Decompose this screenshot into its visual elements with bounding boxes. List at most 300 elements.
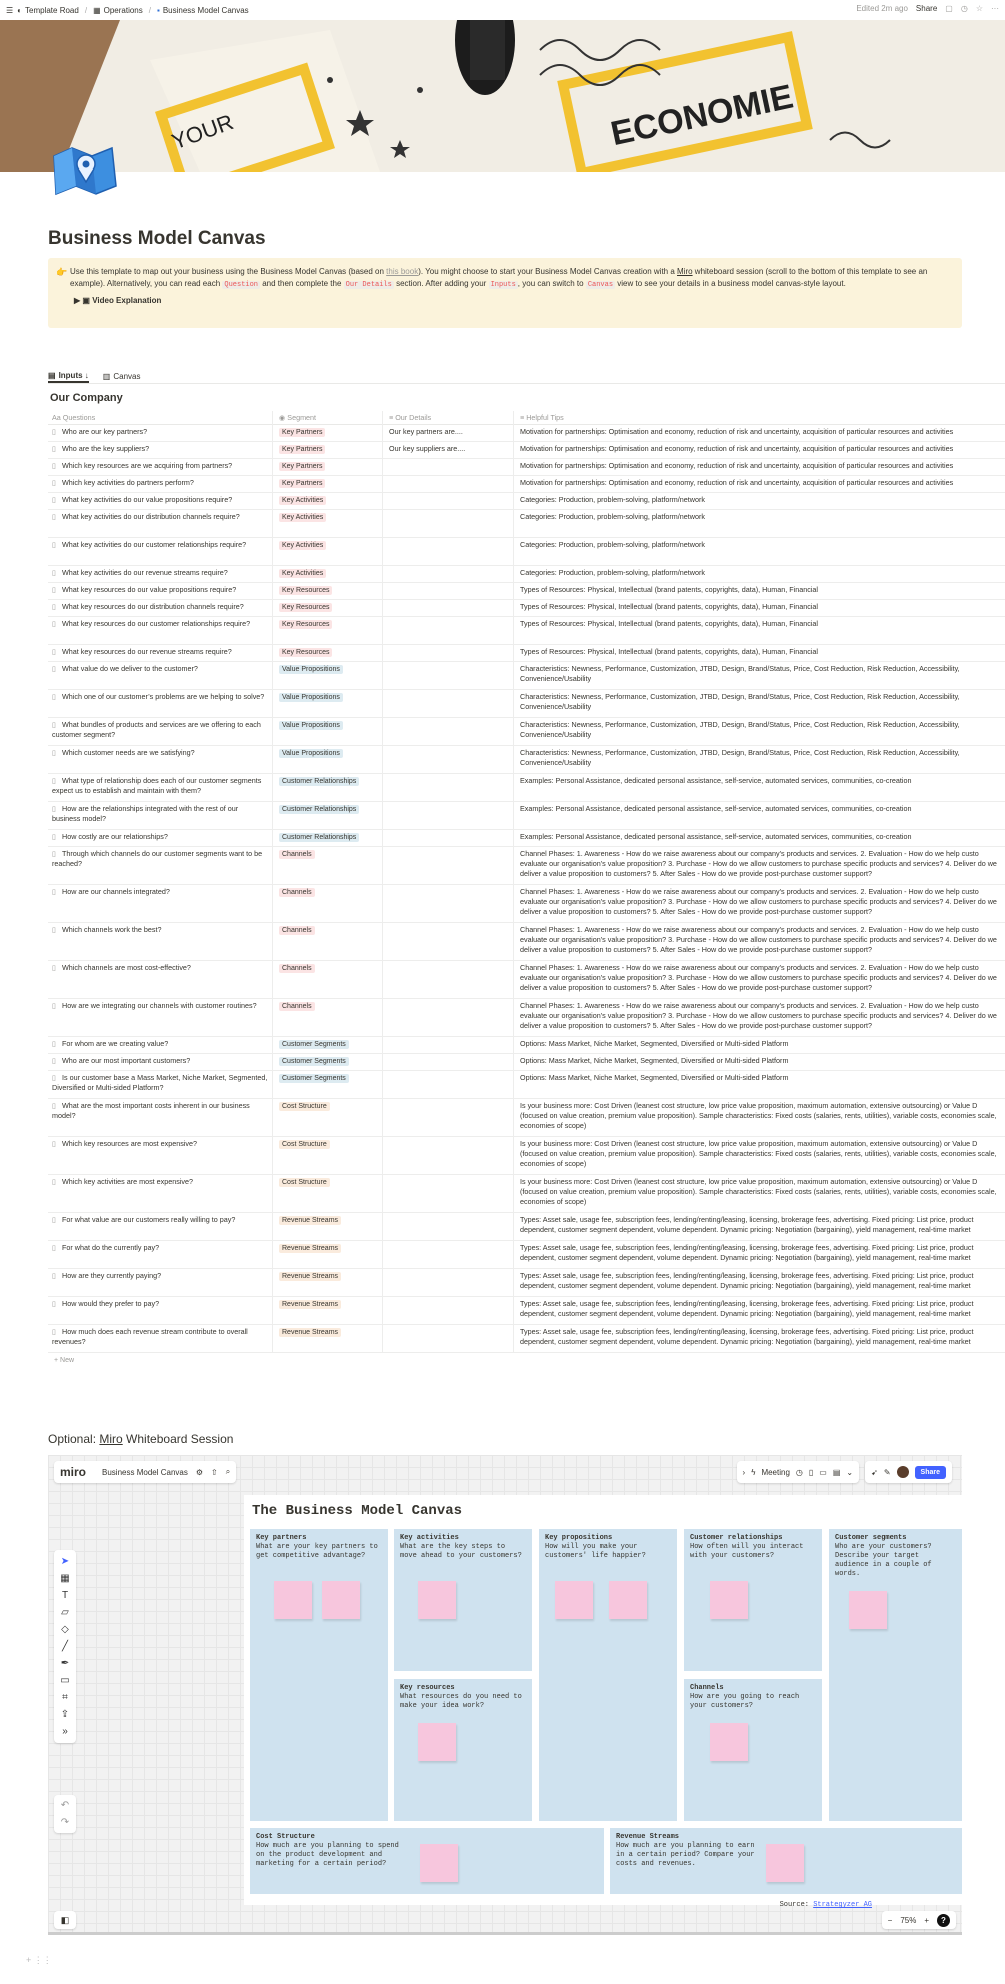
- sticky-note[interactable]: [710, 1581, 748, 1619]
- tips-cell[interactable]: [514, 617, 1005, 644]
- toggle-triangle-icon[interactable]: ▶: [74, 296, 81, 305]
- upload-tool-icon[interactable]: ⇪: [60, 1709, 70, 1720]
- segment-cell[interactable]: [273, 1137, 383, 1174]
- question-cell[interactable]: [48, 830, 273, 846]
- tips-cell[interactable]: [514, 442, 1005, 458]
- details-cell[interactable]: [383, 1269, 514, 1296]
- sticky-note[interactable]: [609, 1581, 647, 1619]
- breadcrumb-label: Business Model Canvas: [162, 5, 249, 15]
- table-row[interactable]: [48, 1213, 1005, 1241]
- callout-text-part: whiteboard session (scroll to the bottom of this template to see an example). Alternatively, you can read each: [70, 267, 928, 288]
- details-cell[interactable]: [383, 923, 514, 960]
- table-row[interactable]: [48, 566, 1005, 583]
- sticky-note[interactable]: [849, 1591, 887, 1629]
- sticky-note[interactable]: [274, 1581, 312, 1619]
- star-icon[interactable]: ☆: [975, 4, 983, 13]
- segment-cell[interactable]: [273, 690, 383, 717]
- text-tool-icon[interactable]: T: [61, 1590, 69, 1601]
- details-cell[interactable]: [383, 1037, 514, 1053]
- tips-text: Channel Phases: 1. Awareness - How do we raise awareness about our company’s products and services. 2. Evaluation - How do we help custo evaluate our organisation’s value proposition? 3. Purchase - How do we allow customers to purchase specific products and services? 4. Deliver do we deliver a value proposition to customers? 5. After Sales - How do we provide post-purchase customer support?: [520, 925, 997, 954]
- segment-cell[interactable]: [273, 802, 383, 829]
- zoom-out-button[interactable]: −: [887, 1915, 893, 1925]
- details-cell[interactable]: [383, 1137, 514, 1174]
- question-cell[interactable]: [48, 847, 273, 884]
- column-header-details[interactable]: [383, 411, 514, 425]
- segment-cell[interactable]: [273, 1241, 383, 1268]
- segment-cell[interactable]: [273, 566, 383, 582]
- question-cell[interactable]: [48, 1241, 273, 1268]
- breadcrumb-item[interactable]: [157, 6, 249, 15]
- table-row[interactable]: [48, 999, 1005, 1037]
- question-cell[interactable]: [48, 1175, 273, 1212]
- segment-cell[interactable]: [273, 617, 383, 644]
- tips-cell[interactable]: [514, 690, 1005, 717]
- question-cell[interactable]: [48, 645, 273, 661]
- table-row[interactable]: [48, 583, 1005, 600]
- table-row[interactable]: [48, 1099, 1005, 1137]
- question-cell[interactable]: [48, 1037, 273, 1053]
- question-text: What key resources do our revenue streams require?: [62, 647, 232, 656]
- details-cell[interactable]: [383, 847, 514, 884]
- tips-cell[interactable]: [514, 425, 1005, 441]
- segment-cell[interactable]: [273, 493, 383, 509]
- question-text: Is our customer base a Mass Market, Niche Market, Segmented, Diversified or Multi-sided Platform?: [52, 1073, 268, 1092]
- tips-cell[interactable]: [514, 566, 1005, 582]
- details-cell[interactable]: [383, 1054, 514, 1070]
- segment-cell[interactable]: [273, 1325, 383, 1352]
- cell-key-resources[interactable]: [394, 1679, 532, 1821]
- question-cell[interactable]: [48, 425, 273, 441]
- tips-cell[interactable]: [514, 1175, 1005, 1212]
- cell-key-partners[interactable]: [250, 1529, 388, 1821]
- miro-embed[interactable]: [48, 1455, 962, 1935]
- details-cell[interactable]: [383, 1213, 514, 1240]
- table-row[interactable]: [48, 425, 1005, 442]
- question-cell[interactable]: [48, 493, 273, 509]
- tips-cell[interactable]: [514, 662, 1005, 689]
- page-title: Business Model Canvas: [48, 228, 266, 249]
- text-icon: Aa: [52, 412, 63, 422]
- book-link[interactable]: this book: [386, 267, 419, 276]
- question-cell[interactable]: [48, 1269, 273, 1296]
- cell-cost-structure[interactable]: [250, 1828, 604, 1894]
- upload-icon[interactable]: ⇧: [211, 1467, 218, 1477]
- board-name[interactable]: Business Model Canvas: [102, 1467, 188, 1477]
- segment-tag: Value Propositions: [279, 749, 343, 758]
- tips-cell[interactable]: [514, 774, 1005, 801]
- menu-icon[interactable]: ☰: [6, 5, 14, 15]
- segment-cell[interactable]: [273, 1297, 383, 1324]
- details-cell[interactable]: [383, 662, 514, 689]
- select-icon: ◉: [279, 412, 288, 422]
- tips-text: Channel Phases: 1. Awareness - How do we raise awareness about our company’s products and services. 2. Evaluation - How do we help custo evaluate our organisation’s value proposition? 3. Purchase - How do we allow customers to purchase specific products and services? 4. Deliver do we deliver a value proposition to customers? 5. After Sales - How do we provide post-purchase customer support?: [520, 849, 997, 878]
- sticky-note[interactable]: [420, 1844, 458, 1882]
- segment-cell[interactable]: [273, 476, 383, 492]
- table-row[interactable]: [48, 493, 1005, 510]
- segment-tag: Key Activities: [279, 496, 326, 505]
- question-cell[interactable]: [48, 459, 273, 475]
- tips-cell[interactable]: [514, 1054, 1005, 1070]
- details-cell[interactable]: [383, 476, 514, 492]
- breadcrumb-item[interactable]: [93, 6, 143, 15]
- details-cell[interactable]: [383, 885, 514, 922]
- table-row[interactable]: [48, 1297, 1005, 1325]
- table-row[interactable]: [48, 645, 1005, 662]
- header-label: Helpful Tips: [526, 412, 564, 422]
- line-icon[interactable]: ╱: [61, 1641, 69, 1652]
- segment-cell[interactable]: [273, 847, 383, 884]
- table-row[interactable]: [48, 830, 1005, 847]
- details-cell[interactable]: [383, 1071, 514, 1098]
- chevron-down-icon[interactable]: ⌄: [846, 1467, 854, 1477]
- segment-tag: Cost Structure: [279, 1102, 330, 1111]
- tips-cell[interactable]: [514, 1037, 1005, 1053]
- top-bar: [0, 0, 1005, 20]
- details-cell[interactable]: [383, 1325, 514, 1352]
- segment-cell[interactable]: [273, 923, 383, 960]
- table-row[interactable]: [48, 847, 1005, 885]
- meeting-button[interactable]: Meeting: [761, 1467, 790, 1477]
- table-row[interactable]: [48, 510, 1005, 538]
- details-cell[interactable]: [383, 645, 514, 661]
- table-row[interactable]: [48, 459, 1005, 476]
- table-row[interactable]: [48, 476, 1005, 493]
- table-row[interactable]: [48, 1054, 1005, 1071]
- details-cell[interactable]: [383, 690, 514, 717]
- segment-tag: Value Propositions: [279, 693, 343, 702]
- question-cell[interactable]: [48, 566, 273, 582]
- table-row[interactable]: [48, 1241, 1005, 1269]
- cell-key-propositions[interactable]: [539, 1529, 677, 1821]
- question-cell[interactable]: [48, 802, 273, 829]
- segment-cell[interactable]: [273, 1269, 383, 1296]
- table-row[interactable]: [48, 1325, 1005, 1353]
- cell-customer-segments[interactable]: [829, 1529, 962, 1821]
- page-icon: ▯: [52, 1039, 56, 1048]
- details-cell[interactable]: [383, 802, 514, 829]
- more-tools-icon[interactable]: »: [62, 1726, 68, 1737]
- table-row[interactable]: [48, 662, 1005, 690]
- chevron-right-icon[interactable]: ›: [742, 1467, 746, 1477]
- column-header-segment[interactable]: [273, 411, 383, 425]
- page-icon: ▯: [52, 602, 56, 611]
- question-text: How are we integrating our channels with customer routines?: [62, 1001, 257, 1010]
- tips-cell[interactable]: [514, 583, 1005, 599]
- horizontal-scrollbar[interactable]: [48, 1932, 962, 1935]
- tips-text: Options: Mass Market, Niche Market, Segmented, Diversified or Multi-sided Platform: [520, 1056, 789, 1065]
- tips-cell[interactable]: [514, 830, 1005, 846]
- page-icon: ▯: [52, 619, 56, 628]
- details-cell[interactable]: [383, 442, 514, 458]
- sticky-note[interactable]: [418, 1581, 456, 1619]
- details-cell[interactable]: [383, 774, 514, 801]
- details-cell[interactable]: [383, 600, 514, 616]
- template-icon[interactable]: ▦: [60, 1573, 70, 1584]
- segment-tag: Customer Relationships: [279, 833, 359, 842]
- question-text: What key activities do our revenue streams require?: [62, 568, 228, 577]
- avatar[interactable]: [897, 1466, 909, 1478]
- question-cell[interactable]: [48, 746, 273, 773]
- sticky-note[interactable]: [555, 1581, 593, 1619]
- zoom-in-button[interactable]: +: [924, 1915, 929, 1925]
- table-row[interactable]: [48, 600, 1005, 617]
- details-cell[interactable]: [383, 1241, 514, 1268]
- segment-cell[interactable]: [273, 961, 383, 998]
- question-cell[interactable]: [48, 1297, 273, 1324]
- question-cell[interactable]: [48, 476, 273, 492]
- segment-cell[interactable]: [273, 1175, 383, 1212]
- table-row[interactable]: [48, 617, 1005, 645]
- question-cell[interactable]: [48, 885, 273, 922]
- select-cursor-icon[interactable]: ➤: [60, 1556, 70, 1567]
- details-cell[interactable]: [383, 425, 514, 441]
- miro-link[interactable]: Miro: [677, 267, 693, 276]
- tips-cell[interactable]: [514, 847, 1005, 884]
- tips-cell[interactable]: [514, 802, 1005, 829]
- tips-cell[interactable]: [514, 746, 1005, 773]
- question-text: Who are our key partners?: [62, 427, 148, 436]
- cell-revenue-streams[interactable]: [610, 1828, 962, 1894]
- page-icon: ▯: [52, 832, 56, 841]
- segment-tag: Key Resources: [279, 648, 332, 657]
- details-cell[interactable]: [383, 1175, 514, 1212]
- details-cell[interactable]: [383, 510, 514, 537]
- breadcrumb-item[interactable]: [17, 6, 79, 15]
- question-cell[interactable]: [48, 999, 273, 1036]
- table-row[interactable]: [48, 1269, 1005, 1297]
- settings-icon[interactable]: ⚙: [195, 1467, 204, 1477]
- question-cell[interactable]: [48, 1099, 273, 1136]
- miro-logo: miro: [60, 1465, 87, 1479]
- table-row[interactable]: [48, 538, 1005, 566]
- card-icon[interactable]: ▯: [808, 1467, 814, 1477]
- timer-icon[interactable]: ◷: [795, 1467, 803, 1477]
- question-cell[interactable]: [48, 1137, 273, 1174]
- tips-cell[interactable]: [514, 718, 1005, 745]
- shapes-icon[interactable]: ◇: [61, 1624, 69, 1635]
- segment-tag: Channels: [279, 964, 315, 973]
- tips-cell[interactable]: [514, 923, 1005, 960]
- miro-share-button[interactable]: Share: [915, 1466, 946, 1479]
- redo-icon[interactable]: ↷: [60, 1817, 70, 1828]
- question-cell[interactable]: [48, 583, 273, 599]
- segment-cell[interactable]: [273, 645, 383, 661]
- segment-tag: Cost Structure: [279, 1178, 330, 1187]
- miro-heading-link[interactable]: Miro: [99, 1432, 123, 1446]
- tips-cell[interactable]: [514, 1325, 1005, 1352]
- tips-cell[interactable]: [514, 885, 1005, 922]
- segment-cell[interactable]: [273, 1054, 383, 1070]
- segment-tag: Revenue Streams: [279, 1328, 341, 1337]
- cell-text: How will you make your customers' life happier?: [545, 1543, 646, 1560]
- details-cell[interactable]: [383, 566, 514, 582]
- column-header-tips[interactable]: [514, 411, 1005, 425]
- frame-icon[interactable]: ⌗: [62, 1692, 68, 1703]
- column-header-questions[interactable]: [48, 411, 273, 425]
- table-row[interactable]: [48, 885, 1005, 923]
- share-button[interactable]: Share: [915, 4, 938, 13]
- details-cell[interactable]: [383, 538, 514, 565]
- question-cell[interactable]: [48, 538, 273, 565]
- sticky-note-icon[interactable]: ▱: [61, 1607, 69, 1618]
- tips-cell[interactable]: [514, 493, 1005, 509]
- segment-cell[interactable]: [273, 459, 383, 475]
- search-icon[interactable]: ⌕: [225, 1467, 231, 1476]
- comment-icon[interactable]: ▢: [945, 4, 953, 13]
- table-row[interactable]: [48, 718, 1005, 746]
- segment-cell[interactable]: [273, 583, 383, 599]
- segment-cell[interactable]: [273, 510, 383, 537]
- tips-cell[interactable]: [514, 1071, 1005, 1098]
- segment-cell[interactable]: [273, 1037, 383, 1053]
- tips-text: Motivation for partnerships: Optimisation and economy, reduction of risk and uncertainty, acquisition of particular resources and activities: [520, 444, 954, 453]
- question-cell[interactable]: [48, 774, 273, 801]
- new-row-button[interactable]: + New: [54, 1357, 75, 1364]
- tips-cell[interactable]: [514, 1297, 1005, 1324]
- question-cell[interactable]: [48, 510, 273, 537]
- cell-text: How much are you planning to spend on the product development and marketing for a certain period?: [256, 1842, 399, 1868]
- segment-cell[interactable]: [273, 1099, 383, 1136]
- cell-channels[interactable]: [684, 1679, 822, 1821]
- details-cell[interactable]: [383, 830, 514, 846]
- breadcrumb-separator: /: [148, 5, 151, 15]
- segment-cell[interactable]: [273, 425, 383, 441]
- table-row[interactable]: [48, 1137, 1005, 1175]
- details-cell[interactable]: [383, 999, 514, 1036]
- details-cell[interactable]: [383, 1099, 514, 1136]
- question-cell[interactable]: [48, 600, 273, 616]
- undo-icon[interactable]: ↶: [60, 1800, 70, 1811]
- segment-cell[interactable]: [273, 718, 383, 745]
- details-cell[interactable]: [383, 961, 514, 998]
- question-cell[interactable]: [48, 690, 273, 717]
- sidebar-toggle-icon[interactable]: ◧: [54, 1911, 76, 1929]
- tips-cell[interactable]: [514, 600, 1005, 616]
- details-cell[interactable]: [383, 583, 514, 599]
- tips-cell[interactable]: [514, 476, 1005, 492]
- question-cell[interactable]: [48, 662, 273, 689]
- tips-cell[interactable]: [514, 1099, 1005, 1136]
- tips-text: Characteristics: Newness, Performance, Customization, JTBD, Design, Brand/Status, Price, Cost Reduction, Risk Reduction, Accessibility, Convenience/Usability: [520, 748, 960, 767]
- tips-cell[interactable]: [514, 645, 1005, 661]
- details-cell[interactable]: [383, 459, 514, 475]
- notes-icon[interactable]: ▤: [832, 1467, 841, 1477]
- question-text: How are our channels integrated?: [62, 887, 170, 896]
- question-text: Which key activities are most expensive?: [62, 1177, 194, 1186]
- table-row[interactable]: [48, 1037, 1005, 1054]
- tab-label: Canvas: [113, 372, 141, 381]
- tips-cell[interactable]: [514, 1269, 1005, 1296]
- table-row[interactable]: [48, 961, 1005, 999]
- sticky-note[interactable]: [322, 1581, 360, 1619]
- comment-tool-icon[interactable]: ▭: [60, 1675, 70, 1686]
- more-icon[interactable]: ···: [991, 4, 999, 13]
- miro-undo-redo: [54, 1795, 76, 1833]
- help-icon[interactable]: ?: [937, 1914, 950, 1927]
- details-cell[interactable]: [383, 746, 514, 773]
- sticky-note[interactable]: [710, 1723, 748, 1761]
- reactions-icon[interactable]: ✎: [883, 1467, 891, 1477]
- add-block-handle[interactable]: + ⋮⋮: [26, 1955, 52, 1965]
- table-row[interactable]: [48, 690, 1005, 718]
- sticky-note[interactable]: [418, 1723, 456, 1761]
- tab-inputs[interactable]: [48, 370, 89, 383]
- cell-title: Key activities: [400, 1534, 459, 1542]
- tips-cell[interactable]: [514, 1137, 1005, 1174]
- question-cell[interactable]: [48, 961, 273, 998]
- building-icon: ▦: [93, 5, 101, 15]
- tips-cell[interactable]: [514, 459, 1005, 475]
- tips-cell[interactable]: [514, 510, 1005, 537]
- question-cell[interactable]: [48, 1054, 273, 1070]
- question-text: For whom are we creating value?: [62, 1039, 169, 1048]
- segment-cell[interactable]: [273, 442, 383, 458]
- pointing-hand-icon: 👉: [56, 267, 68, 277]
- segment-cell[interactable]: [273, 885, 383, 922]
- question-cell[interactable]: [48, 617, 273, 644]
- question-cell[interactable]: [48, 1071, 273, 1098]
- segment-cell[interactable]: [273, 662, 383, 689]
- source-link[interactable]: Strategyzer AG: [813, 1901, 872, 1909]
- table-row[interactable]: [48, 442, 1005, 459]
- tips-cell[interactable]: [514, 1213, 1005, 1240]
- question-cell[interactable]: [48, 1213, 273, 1240]
- table-row[interactable]: [48, 746, 1005, 774]
- question-cell[interactable]: [48, 442, 273, 458]
- question-cell[interactable]: [48, 1325, 273, 1352]
- segment-cell[interactable]: [273, 1213, 383, 1240]
- segment-cell[interactable]: [273, 774, 383, 801]
- segment-cell[interactable]: [273, 538, 383, 565]
- table-row[interactable]: [48, 1071, 1005, 1099]
- callout-text-part: view to see your details in a business model canvas-style layout.: [615, 279, 846, 288]
- segment-cell[interactable]: [273, 830, 383, 846]
- segment-cell[interactable]: [273, 1071, 383, 1098]
- table-row[interactable]: [48, 802, 1005, 830]
- tab-canvas[interactable]: [103, 370, 141, 383]
- tips-cell[interactable]: [514, 538, 1005, 565]
- tips-cell[interactable]: [514, 999, 1005, 1036]
- segment-cell[interactable]: [273, 746, 383, 773]
- details-cell[interactable]: [383, 718, 514, 745]
- cell-key-activities[interactable]: [394, 1529, 532, 1671]
- video-toggle[interactable]: [70, 295, 952, 307]
- question-cell[interactable]: [48, 923, 273, 960]
- details-cell[interactable]: [383, 493, 514, 509]
- pen-icon[interactable]: ✒: [60, 1658, 70, 1669]
- comment-icon[interactable]: ▭: [819, 1467, 827, 1477]
- segment-cell[interactable]: [273, 600, 383, 616]
- table-row[interactable]: [48, 923, 1005, 961]
- segment-cell[interactable]: [273, 999, 383, 1036]
- details-cell[interactable]: [383, 1297, 514, 1324]
- tips-cell[interactable]: [514, 1241, 1005, 1268]
- tips-text: Examples: Personal Assistance, dedicated personal assistance, self-service, automated services, communities, co-creation: [520, 832, 912, 841]
- details-cell[interactable]: [383, 617, 514, 644]
- segment-tag: Revenue Streams: [279, 1272, 341, 1281]
- question-cell[interactable]: [48, 718, 273, 745]
- segment-tag: Value Propositions: [279, 721, 343, 730]
- tips-text: Types: Asset sale, usage fee, subscription fees, lending/renting/leasing, licensing, brokerage fees, advertising. Fixed pricing: List price, product dependent, customer segment dependent, volume dependent. Dynamic pricing: Negotiation (bargaining), yield management, real-time market: [520, 1271, 974, 1290]
- sticky-note[interactable]: [766, 1844, 804, 1882]
- cell-customer-relationships[interactable]: [684, 1529, 822, 1671]
- tips-cell[interactable]: [514, 961, 1005, 998]
- page-icon: ▯: [52, 1299, 56, 1308]
- cursor-icon[interactable]: ➹: [871, 1467, 878, 1477]
- history-icon[interactable]: ◷: [960, 4, 968, 13]
- table-row[interactable]: [48, 1175, 1005, 1213]
- table-row[interactable]: [48, 774, 1005, 802]
